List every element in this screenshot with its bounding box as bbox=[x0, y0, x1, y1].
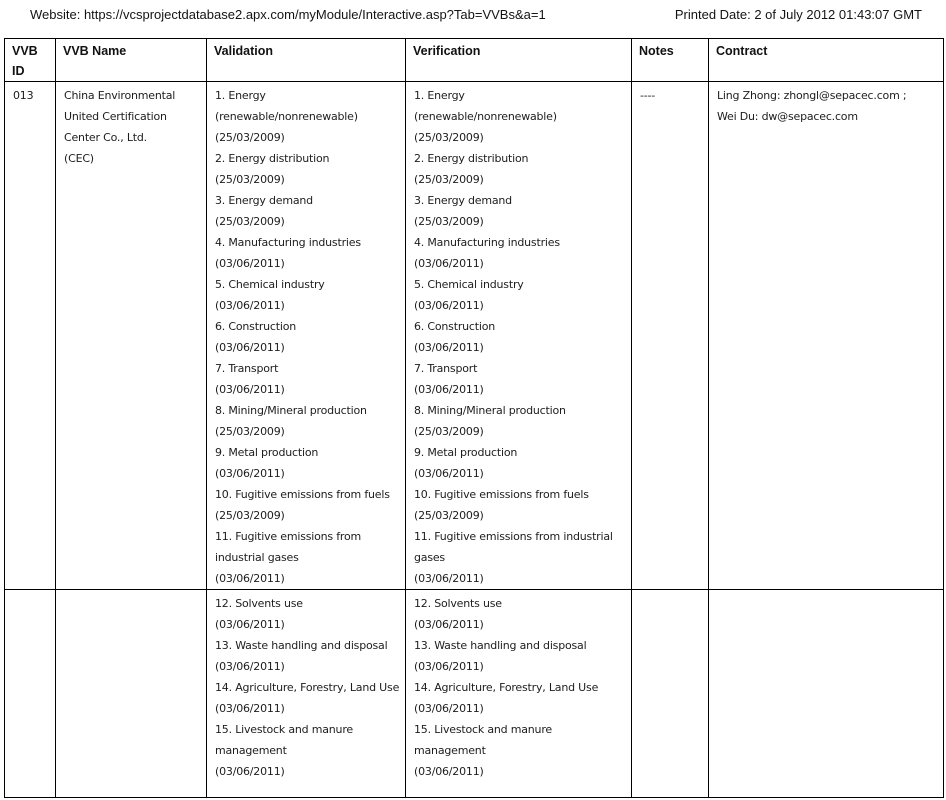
text-line: (03/06/2011) bbox=[414, 572, 484, 585]
cell-vvb-id bbox=[5, 590, 56, 798]
text-line: 11. Fugitive emissions from industrial bbox=[414, 530, 613, 543]
text-line: (03/06/2011) bbox=[215, 341, 285, 354]
text-line: 14. Agriculture, Forestry, Land Use bbox=[414, 681, 599, 694]
website-url-text: Website: https://vcsprojectdatabase2.apx.com/myModule/Interactive.asp?Tab=VVBs&a=1 bbox=[30, 7, 546, 22]
vvb-table bbox=[4, 38, 944, 798]
cell-vvb-id: 013 bbox=[5, 82, 56, 590]
text-line: (25/03/2009) bbox=[215, 509, 285, 522]
printed-date-text: Printed Date: 2 of July 2012 01:43:07 GMT bbox=[674, 7, 922, 22]
text-line: Center Co., Ltd. bbox=[64, 131, 147, 144]
text-line: Ling Zhong: zhongl@sepacec.com ; bbox=[717, 89, 907, 102]
text-line: (03/06/2011) bbox=[215, 618, 285, 631]
text-line: management bbox=[414, 744, 486, 757]
text-line: 2. Energy distribution bbox=[215, 152, 330, 165]
text-line: (25/03/2009) bbox=[414, 425, 484, 438]
text-line: 9. Metal production bbox=[215, 446, 319, 459]
text-line: (03/06/2011) bbox=[414, 765, 484, 778]
text-line: 4. Manufacturing industries bbox=[215, 236, 361, 249]
text-line: 13. Waste handling and disposal bbox=[215, 639, 388, 652]
text-line: (03/06/2011) bbox=[215, 257, 285, 270]
text-line: 7. Transport bbox=[215, 362, 279, 375]
text-line: 11. Fugitive emissions from bbox=[215, 530, 362, 543]
text-line: gases bbox=[414, 551, 445, 564]
text-line: (25/03/2009) bbox=[414, 131, 484, 144]
text-line: (25/03/2009) bbox=[215, 215, 285, 228]
text-line: 6. Construction bbox=[414, 320, 496, 333]
text-line: (03/06/2011) bbox=[414, 257, 484, 270]
text-line: 5. Chemical industry bbox=[215, 278, 325, 291]
text-line: 1. Energy bbox=[215, 89, 266, 102]
col-header-contract: Contract bbox=[709, 39, 944, 82]
text-line: 2. Energy distribution bbox=[414, 152, 529, 165]
cell-validation bbox=[207, 590, 406, 798]
col-header-validation: Validation bbox=[207, 39, 406, 82]
text-line: (03/06/2011) bbox=[215, 660, 285, 673]
cell-notes: ---- bbox=[632, 82, 709, 590]
text-line: 14. Agriculture, Forestry, Land Use bbox=[215, 681, 400, 694]
text-line: 3. Energy demand bbox=[215, 194, 313, 207]
text-line: (03/06/2011) bbox=[414, 383, 484, 396]
text-line: 15. Livestock and manure bbox=[215, 723, 353, 736]
cell-vvb-name bbox=[56, 82, 207, 590]
text-line: United Certification bbox=[64, 110, 167, 123]
text-line: (03/06/2011) bbox=[414, 467, 484, 480]
text-line: (03/06/2011) bbox=[215, 765, 285, 778]
cell-contract bbox=[709, 590, 944, 798]
col-header-vvb-name: VVB Name bbox=[56, 39, 207, 82]
col-header-notes: Notes bbox=[632, 39, 709, 82]
text-line: 6. Construction bbox=[215, 320, 297, 333]
text-line: Wei Du: dw@sepacec.com bbox=[717, 110, 858, 123]
cell-verification bbox=[406, 590, 632, 798]
text-line: 10. Fugitive emissions from fuels bbox=[215, 488, 390, 501]
text-line: 8. Mining/Mineral production bbox=[215, 404, 367, 417]
text-line: management bbox=[215, 744, 287, 757]
text-line: (25/03/2009) bbox=[215, 173, 285, 186]
text-line: industrial gases bbox=[215, 551, 299, 564]
text-line: (25/03/2009) bbox=[215, 425, 285, 438]
table-row-vvb-013-continued bbox=[5, 590, 944, 798]
text-line: VVB bbox=[12, 44, 38, 58]
cell-notes bbox=[632, 590, 709, 798]
text-line: (03/06/2011) bbox=[215, 299, 285, 312]
cell-contract bbox=[709, 82, 944, 590]
text-line: ID bbox=[12, 64, 25, 78]
text-line: (25/03/2009) bbox=[215, 131, 285, 144]
text-line: (03/06/2011) bbox=[215, 383, 285, 396]
text-line: (03/06/2011) bbox=[215, 702, 285, 715]
text-line: (renewable/nonrenewable) bbox=[414, 110, 557, 123]
page-header bbox=[30, 7, 922, 23]
text-line: 12. Solvents use bbox=[215, 597, 303, 610]
text-line: (03/06/2011) bbox=[414, 618, 484, 631]
text-line: 12. Solvents use bbox=[414, 597, 502, 610]
text-line: (03/06/2011) bbox=[414, 702, 484, 715]
col-header-vvb-id bbox=[5, 39, 56, 82]
text-line: 4. Manufacturing industries bbox=[414, 236, 560, 249]
text-line: 7. Transport bbox=[414, 362, 478, 375]
text-line: China Environmental bbox=[64, 89, 176, 102]
text-line: (03/06/2011) bbox=[414, 299, 484, 312]
text-line: 13. Waste handling and disposal bbox=[414, 639, 587, 652]
text-line: 3. Energy demand bbox=[414, 194, 512, 207]
col-header-verification: Verification bbox=[406, 39, 632, 82]
table-header-row bbox=[5, 39, 944, 82]
text-line: (03/06/2011) bbox=[215, 467, 285, 480]
cell-validation bbox=[207, 82, 406, 590]
text-line: (renewable/nonrenewable) bbox=[215, 110, 358, 123]
text-line: (03/06/2011) bbox=[414, 341, 484, 354]
table-row-vvb-013 bbox=[5, 82, 944, 590]
text-line: 1. Energy bbox=[414, 89, 465, 102]
text-line: (03/06/2011) bbox=[215, 572, 285, 585]
text-line: 5. Chemical industry bbox=[414, 278, 524, 291]
text-line: (25/03/2009) bbox=[414, 215, 484, 228]
text-line: 10. Fugitive emissions from fuels bbox=[414, 488, 589, 501]
text-line: (03/06/2011) bbox=[414, 660, 484, 673]
text-line: (25/03/2009) bbox=[414, 509, 484, 522]
text-line: 8. Mining/Mineral production bbox=[414, 404, 566, 417]
cell-vvb-name bbox=[56, 590, 207, 798]
text-line: (CEC) bbox=[64, 152, 94, 165]
cell-verification bbox=[406, 82, 632, 590]
text-line: 15. Livestock and manure bbox=[414, 723, 552, 736]
text-line: 9. Metal production bbox=[414, 446, 518, 459]
text-line: (25/03/2009) bbox=[414, 173, 484, 186]
